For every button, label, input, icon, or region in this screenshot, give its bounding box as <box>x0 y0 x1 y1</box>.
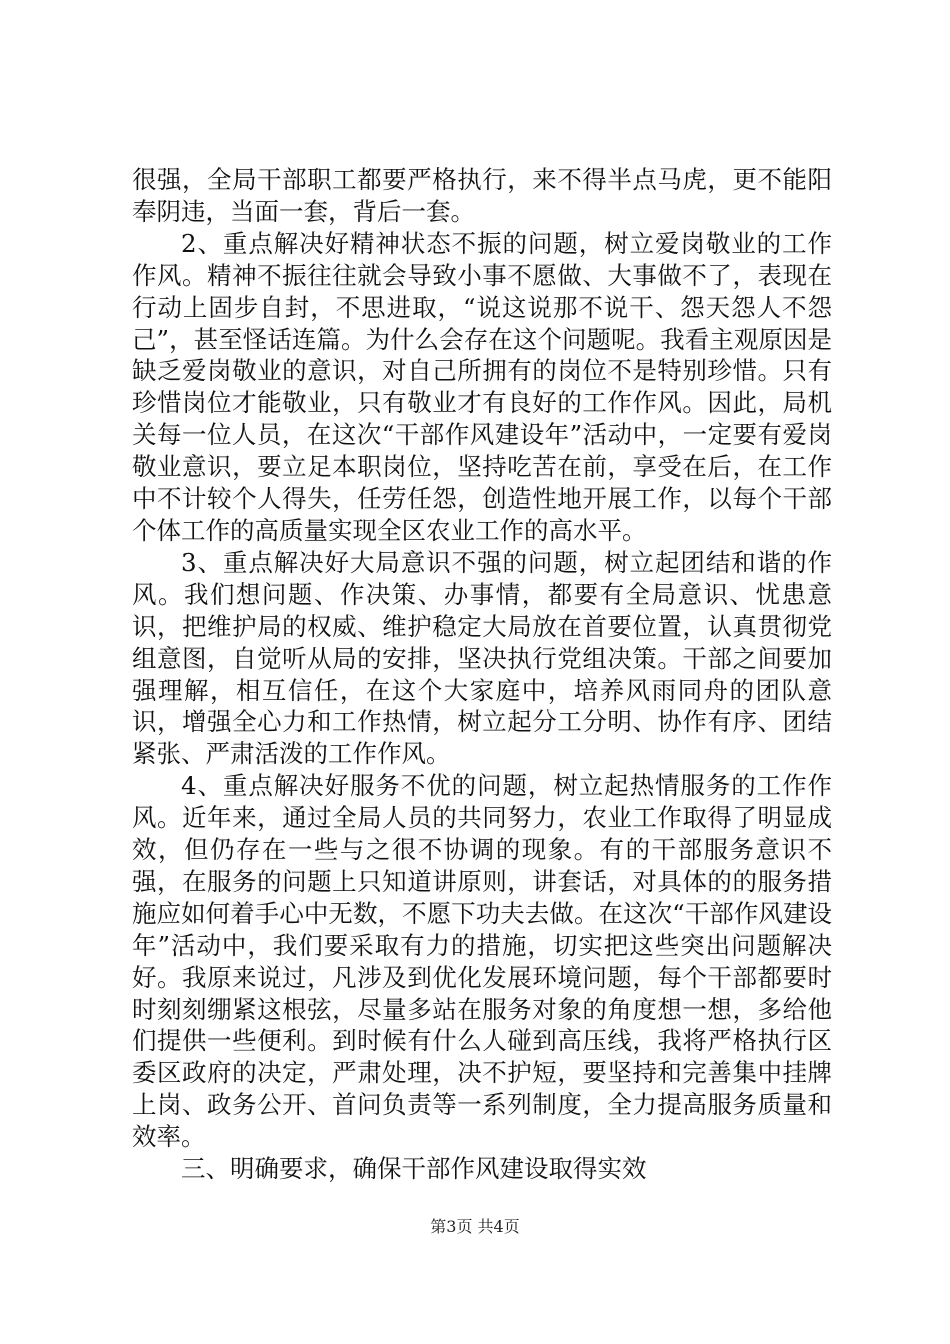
paragraph-item-4: 4、重点解决好服务不优的问题，树立起热情服务的工作作风。近年来，通过全局人员的共同努力，农业工作取得了明显成效，但仍存在一些与之很不协调的现象。有的干部服务意识不强，在服务的问题上只知道讲原则，讲套话，对具体的的服务措施应如何着手心中无数，不愿下功夫去做。在这次“干部作风建设年”活动中，我们要采取有力的措施，切实把这些突出问题解决好。我原来说过，凡涉及到优化发展环境问题，每个干部都要时时刻刻绷紧这根弦，尽量多站在服务对象的角度想一想，多给他们提供一些便利。到时候有什么人碰到高压线，我将严格执行区委区政府的决定，严肃处理，决不护短，要坚持和完善集中挂牌上岗、政务公开、首问负责等一系列制度，全力提高服务质量和效率。 <box>132 771 832 1152</box>
body-text <box>132 164 832 1185</box>
page-number-footer: 第3页 共4页 <box>430 1217 520 1236</box>
paragraph-continuation: 很强，全局干部职工都要严格执行，来不得半点马虎，更不能阳奉阴违，当面一套，背后一套。 <box>132 165 832 226</box>
paragraph-item-3: 3、重点解决好大局意识不强的问题，树立起团结和谐的作风。我们想问题、作决策、办事情，都要有全局意识、忧患意识，把维护局的权威、维护稳定大局放在首要位置，认真贯彻党组意图，自觉听从局的安排，坚决执行党组决策。干部之间要加强理解，相互信任，在这个大家庭中，培养风雨同舟的团队意识，增强全心力和工作热情，树立起分工分明、协作有序、团结紧张、严肃活泼的工作作风。 <box>132 547 832 769</box>
paragraph-item-2: 2、重点解决好精神状态不振的问题，树立爱岗敬业的工作作风。精神不振往往就会导致小事不愿做、大事做不了，表现在行动上固步自封，不思进取，“说这说那不说干、怨天怨人不怨己”，甚至怪话连篇。为什么会存在这个问题呢。我看主观原因是缺乏爱岗敬业的意识，对自己所拥有的岗位不是特别珍惜。只有珍惜岗位才能敬业，只有敬业才有良好的工作作风。因此，局机关每一位人员，在这次“干部作风建设年”活动中，一定要有爱岗敬业意识，要立足本职岗位，坚持吃苦在前，享受在后，在工作中不计较个人得失，任劳任怨，创造性地开展工作，以每个干部个体工作的高质量实现全区农业工作的高水平。 <box>132 228 832 545</box>
section-heading-3: 三、明确要求，确保干部作风建设取得实效 <box>181 1154 647 1184</box>
